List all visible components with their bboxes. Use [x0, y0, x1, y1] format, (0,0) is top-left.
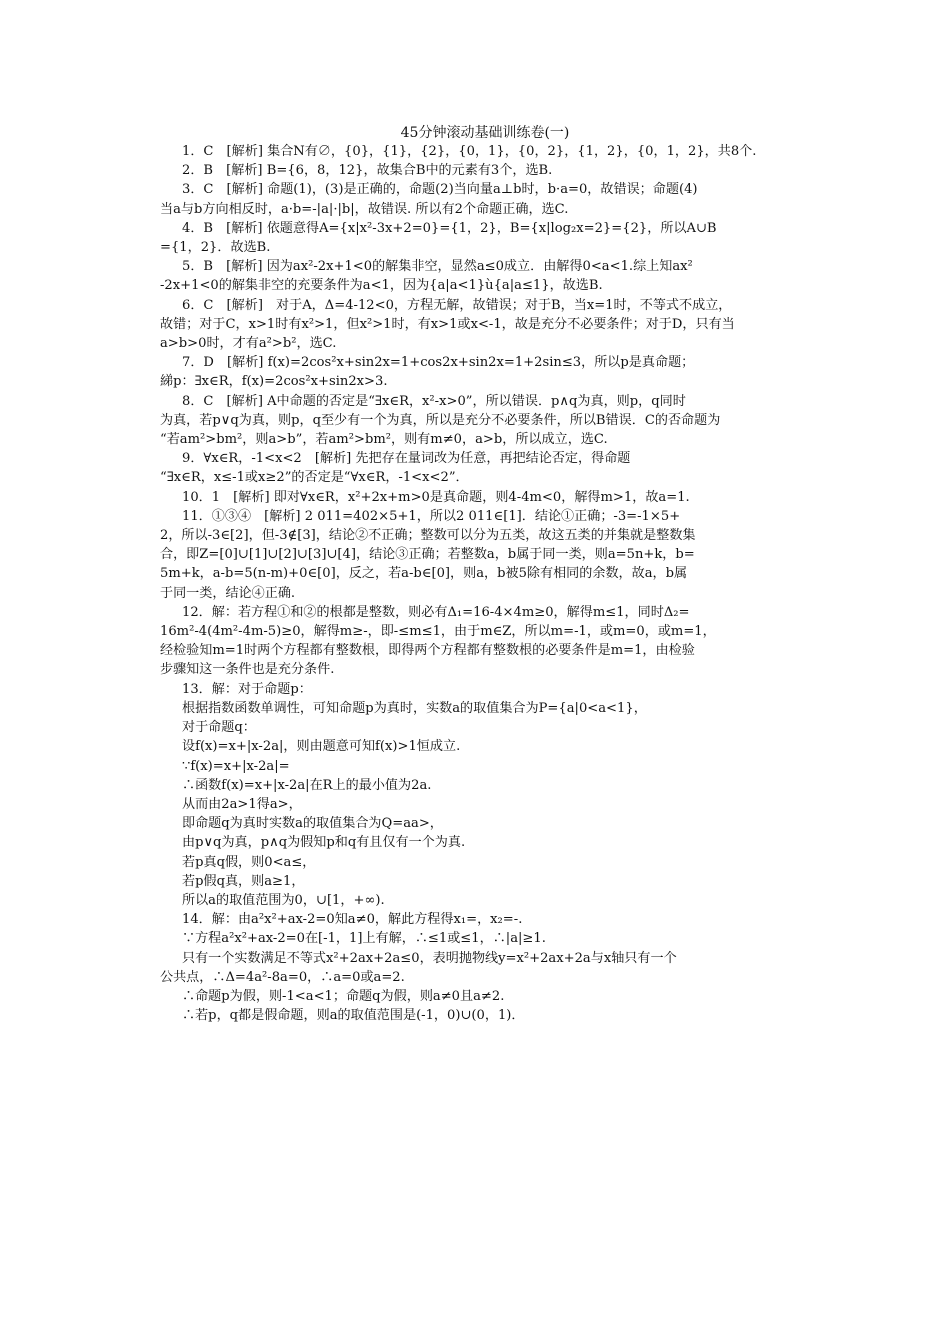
text-line: “若am²>bm²，则a>b”，若am²>bm²，则有m≠0，a>b，所以成立，选C.	[160, 432, 608, 448]
text-line: ∴函数f(x)=x+|x-2a|在R上的最小值为2a.	[182, 777, 432, 793]
page-title: 45分钟滚动基础训练卷(一)	[400, 125, 570, 141]
text-line: 若p假q真，则a≥1，	[182, 873, 305, 889]
text-line: ∴若p，q都是假命题，则a的取值范围是(-1，0)∪(0，1)．	[182, 1008, 525, 1024]
text-line: ∵方程a²x²+ax-2=0在[-1，1]上有解，∴≤1或≤1，∴|a|≥1.	[182, 931, 546, 947]
text-line: ={1，2}．故选B.	[160, 240, 271, 256]
text-line: 11．①③④ [解析] 2 011=402×5+1，所以2 011∈[1]．结论①正确；-3=-1×5+	[182, 508, 681, 524]
text-line: 6．C [解析] 对于A，Δ=4-12<0，方程无解，故错误；对于B，当x=1时，不等式不成立，	[182, 297, 732, 313]
text-line: 从而由2a>1得a>，	[182, 796, 302, 812]
text-line: a>b>0时，才有a²>b²，选C.	[160, 336, 337, 352]
text-line: 由p∨q为真，p∧q为假知p和q有且仅有一个为真.	[182, 835, 466, 851]
text-line: 5．B [解析] 因为ax²-2x+1<0的解集非空，显然a≤0成立．由解得0<a<1.综上知ax²	[182, 259, 693, 275]
text-line: ∵f(x)=x+|x-2a|=	[182, 758, 290, 774]
text-line: 16m²-4(4m²-4m-5)≥0，解得m≥-，即-≤m≤1，由于m∈Z，所以m=-1，或m=0，或m=1，	[160, 624, 716, 640]
text-line: 所以a的取值范围为0，∪[1，+∞).	[182, 892, 385, 908]
text-line: 9．∀x∈R，-1<x<2 [解析] 先把存在量词改为任意，再把结论否定，得命题	[182, 451, 631, 467]
text-line: 经检验知m=1时两个方程都有整数根，即得两个方程都有整数根的必要条件是m=1，由检验	[160, 643, 695, 659]
text-line: 4．B [解析] 依题意得A={x|x²-3x+2=0}={1，2}，B={x|log₂x=2}={2}，所以A∪B	[182, 220, 717, 236]
text-line: 7．D [解析] f(x)=2cos²x+sin2x=1+cos2x+sin2x=1+2sin≤3，所以p是真命题；	[182, 355, 695, 371]
text-line: 为真，若p∨q为真，则p，q至少有一个为真，所以是充分不必要条件，所以B错误．C的否命题为	[160, 412, 721, 428]
text-line: 2．B [解析] B={6，8，12}，故集合B中的元素有3个，选B.	[182, 163, 553, 179]
text-line: 当a与b方向相反时，a·b=-|a|·|b|，故错误. 所以有2个命题正确，选C.	[160, 201, 569, 217]
text-line: 12．解：若方程①和②的根都是整数，则必有Δ₁=16-4×4m≥0，解得m≤1，同时Δ₂=	[182, 604, 690, 620]
text-line: 于同一类，结论④正确.	[160, 585, 296, 601]
text-line: 对于命题q：	[182, 720, 256, 736]
text-line: 根据指数函数单调性，可知命题p为真时，实数a的取值集合为P={a|0<a<1}，	[182, 700, 647, 716]
text-line: 即命题q为真时实数a的取值集合为Q=aa>，	[182, 816, 443, 832]
text-line: “∃x∈R，x≤-1或x≥2”的否定是“∀x∈R，-1<x<2”．	[160, 470, 469, 486]
text-line: 1．C [解析] 集合N有∅，{0}，{1}，{2}，{0，1}，{0，2}，{1，2}，{0，1，2}，共8个.	[182, 144, 757, 159]
text-line: 8．C [解析] A中命题的否定是“∃x∈R，x²-x>0”，所以错误．p∧q为真，则p，q同时	[182, 393, 686, 409]
text-line: -2x+1<0的解集非空的充要条件为a<1，因为{a|a<1}ù{a|a≤1}，故选B.	[160, 278, 603, 294]
text-line: 步骤知这一条件也是充分条件.	[160, 662, 335, 678]
text-line: 合，即Z=[0]∪[1]∪[2]∪[3]∪[4]，结论③正确；若整数a，b属于同一类，则a=5n+k，b=	[160, 547, 695, 563]
text-line: 设f(x)=x+|x-2a|，则由题意可知f(x)>1恒成立.	[182, 739, 461, 755]
text-line: 14．解：由a²x²+ax-2=0知a≠0，解此方程得x₁=，x₂=-.	[182, 912, 523, 928]
text-line: 13．解：对于命题p：	[182, 681, 312, 697]
text-line: 5m+k，a-b=5(n-m)+0∈[0]，反之，若a-b∈[0]，则a，b被5除有相同的余数，故a，b属	[160, 566, 688, 582]
text-line: 只有一个实数满足不等式x²+2ax+2a≤0，表明抛物线y=x²+2ax+2a与x轴只有一个	[182, 950, 677, 966]
text-line: 2，所以-3∈[2]，但-3∉[3]，结论②不正确；整数可以分为五类，故这五类的并集就是整数集	[160, 528, 696, 544]
text-line: 3．C [解析] 命题(1)，(3)是正确的，命题(2)当向量a⊥b时，b·a=0，故错误；命题(4)	[182, 182, 698, 198]
text-line: 若p真q假，则0<a≤，	[182, 854, 316, 870]
text-line: ∴命题p为假，则-1<a<1；命题q为假，则a≠0且a≠2.	[182, 988, 505, 1004]
text-line: 公共点，∴Δ=4a²-8a=0，∴a=0或a=2.	[160, 969, 405, 985]
text-line: 綈p：∃x∈R，f(x)=2cos²x+sin2x>3.	[160, 374, 388, 390]
text-line: 故错；对于C，x>1时有x²>1，但x²>1时，有x>1或x<-1，故是充分不必要条件；对于D，只有当	[160, 316, 735, 332]
document-body	[160, 142, 820, 1025]
text-line: 10．1 [解析] 即对∀x∈R，x²+2x+m>0是真命题，则4-4m<0，解得m>1，故a=1.	[182, 489, 690, 505]
